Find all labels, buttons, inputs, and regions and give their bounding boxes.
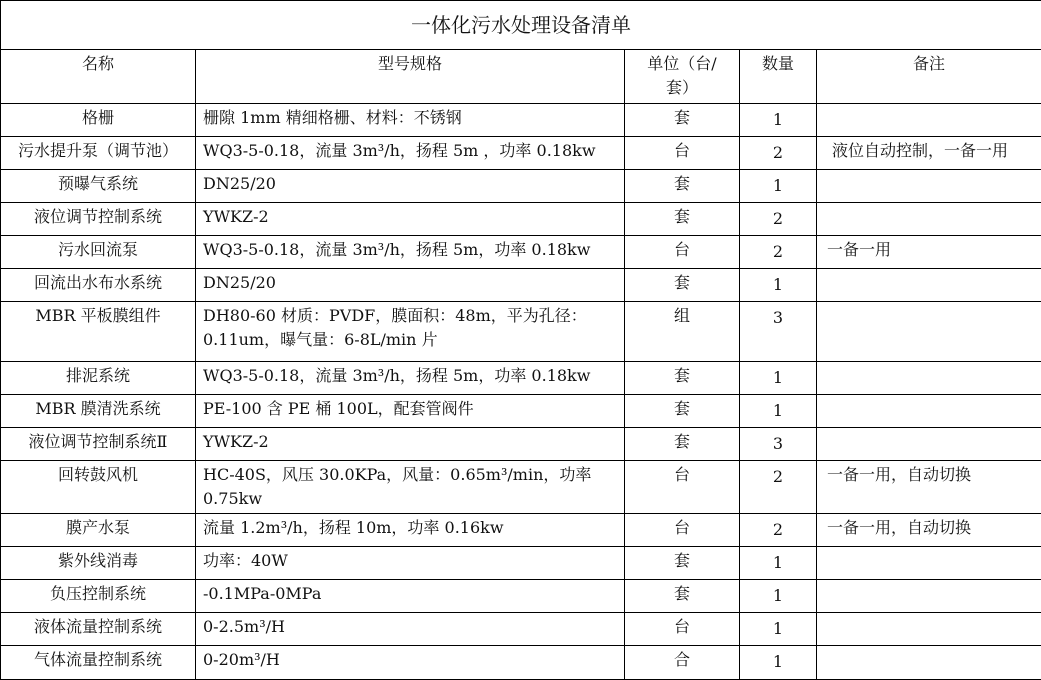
cell-unit: 台 bbox=[625, 236, 740, 269]
cell-name: 污水回流泵 bbox=[1, 236, 196, 269]
table-row bbox=[1, 461, 1041, 514]
table-row bbox=[1, 646, 1041, 680]
cell-spec: 0-2.5m³/H bbox=[196, 613, 625, 646]
cell-spec: 流量 1.2m³/h，扬程 10m，功率 0.16kw bbox=[196, 514, 625, 547]
cell-note bbox=[817, 395, 1041, 428]
cell-spec: DN25/20 bbox=[196, 269, 625, 302]
cell-qty: 2 bbox=[740, 236, 817, 269]
cell-name: 液体流量控制系统 bbox=[1, 613, 196, 646]
cell-name: 液位调节控制系统Ⅱ bbox=[1, 428, 196, 461]
cell-qty: 3 bbox=[740, 428, 817, 461]
cell-note bbox=[817, 547, 1041, 580]
cell-qty: 2 bbox=[740, 461, 817, 514]
cell-qty: 1 bbox=[740, 646, 817, 680]
table-row bbox=[1, 170, 1041, 203]
cell-note bbox=[817, 428, 1041, 461]
cell-name: 紫外线消毒 bbox=[1, 547, 196, 580]
cell-name: 气体流量控制系统 bbox=[1, 646, 196, 680]
cell-qty: 1 bbox=[740, 104, 817, 137]
cell-qty: 1 bbox=[740, 269, 817, 302]
header-unit-line2: 套） bbox=[625, 76, 739, 100]
cell-note bbox=[817, 170, 1041, 203]
header-spec: 型号规格 bbox=[196, 50, 625, 104]
table-row bbox=[1, 104, 1041, 137]
cell-name: 格栅 bbox=[1, 104, 196, 137]
table-row bbox=[1, 302, 1041, 362]
table-row bbox=[1, 514, 1041, 547]
cell-spec: 栅隙 1mm 精细格栅、材料：不锈钢 bbox=[196, 104, 625, 137]
cell-spec: YWKZ-2 bbox=[196, 203, 625, 236]
cell-unit: 套 bbox=[625, 580, 740, 613]
cell-qty: 2 bbox=[740, 137, 817, 170]
header-unit-line1: 单位（台/ bbox=[625, 52, 739, 76]
cell-unit: 台 bbox=[625, 514, 740, 547]
cell-qty: 1 bbox=[740, 580, 817, 613]
cell-note bbox=[817, 362, 1041, 395]
table-row bbox=[1, 269, 1041, 302]
cell-name: 回转鼓风机 bbox=[1, 461, 196, 514]
cell-spec: 功率：40W bbox=[196, 547, 625, 580]
table-row bbox=[1, 137, 1041, 170]
cell-note bbox=[817, 580, 1041, 613]
cell-qty: 1 bbox=[740, 395, 817, 428]
cell-unit: 套 bbox=[625, 104, 740, 137]
cell-note bbox=[817, 203, 1041, 236]
cell-note: 一备一用，自动切换 bbox=[817, 461, 1041, 514]
cell-spec: HC-40S，风压 30.0KPa，风量：0.65m³/min，功率 0.75kw bbox=[196, 461, 625, 514]
cell-name: 排泥系统 bbox=[1, 362, 196, 395]
table-row bbox=[1, 395, 1041, 428]
cell-spec: PE-100 含 PE 桶 100L，配套管阀件 bbox=[196, 395, 625, 428]
header-qty: 数量 bbox=[740, 50, 817, 104]
cell-qty: 1 bbox=[740, 613, 817, 646]
cell-unit: 套 bbox=[625, 547, 740, 580]
table-title: 一体化污水处理设备清单 bbox=[1, 1, 1041, 50]
cell-name: MBR 平板膜组件 bbox=[1, 302, 196, 362]
cell-unit: 合 bbox=[625, 646, 740, 680]
cell-unit: 台 bbox=[625, 613, 740, 646]
cell-spec: DH80-60 材质：PVDF，膜面积：48m，平为孔径：0.11um，曝气量：6-8L/min 片 bbox=[196, 302, 625, 362]
cell-qty: 1 bbox=[740, 362, 817, 395]
cell-spec: WQ3-5-0.18，流量 3m³/h，扬程 5m，功率 0.18kw bbox=[196, 236, 625, 269]
cell-unit: 套 bbox=[625, 170, 740, 203]
title-row bbox=[1, 1, 1041, 50]
cell-spec: WQ3-5-0.18，流量 3m³/h，扬程 5m ，功率 0.18kw bbox=[196, 137, 625, 170]
cell-spec: -0.1MPa-0MPa bbox=[196, 580, 625, 613]
cell-note bbox=[817, 302, 1041, 362]
cell-unit: 套 bbox=[625, 395, 740, 428]
table-row bbox=[1, 203, 1041, 236]
header-row bbox=[1, 50, 1041, 104]
header-note: 备注 bbox=[817, 50, 1041, 104]
header-name: 名称 bbox=[1, 50, 196, 104]
table-row bbox=[1, 547, 1041, 580]
cell-spec: WQ3-5-0.18，流量 3m³/h，扬程 5m，功率 0.18kw bbox=[196, 362, 625, 395]
cell-spec: 0-20m³/H bbox=[196, 646, 625, 680]
table-row bbox=[1, 362, 1041, 395]
table-row bbox=[1, 580, 1041, 613]
cell-unit: 组 bbox=[625, 302, 740, 362]
cell-spec: DN25/20 bbox=[196, 170, 625, 203]
cell-qty: 3 bbox=[740, 302, 817, 362]
cell-qty: 2 bbox=[740, 514, 817, 547]
cell-name: 液位调节控制系统 bbox=[1, 203, 196, 236]
cell-note bbox=[817, 269, 1041, 302]
table-row bbox=[1, 613, 1041, 646]
cell-unit: 套 bbox=[625, 203, 740, 236]
cell-note: 液位自动控制，一备一用 bbox=[817, 137, 1041, 170]
cell-note bbox=[817, 646, 1041, 680]
cell-note bbox=[817, 104, 1041, 137]
cell-unit: 套 bbox=[625, 269, 740, 302]
cell-unit: 台 bbox=[625, 461, 740, 514]
cell-spec: YWKZ-2 bbox=[196, 428, 625, 461]
cell-name: 回流出水布水系统 bbox=[1, 269, 196, 302]
cell-unit: 套 bbox=[625, 362, 740, 395]
cell-note: 一备一用 bbox=[817, 236, 1041, 269]
cell-unit: 套 bbox=[625, 428, 740, 461]
cell-name: 预曝气系统 bbox=[1, 170, 196, 203]
cell-name: MBR 膜清洗系统 bbox=[1, 395, 196, 428]
cell-qty: 1 bbox=[740, 170, 817, 203]
cell-note: 一备一用，自动切换 bbox=[817, 514, 1041, 547]
cell-name: 负压控制系统 bbox=[1, 580, 196, 613]
table-row bbox=[1, 236, 1041, 269]
cell-name: 膜产水泵 bbox=[1, 514, 196, 547]
cell-qty: 1 bbox=[740, 547, 817, 580]
cell-name: 污水提升泵（调节池） bbox=[1, 137, 196, 170]
header-unit bbox=[625, 50, 740, 104]
cell-unit: 台 bbox=[625, 137, 740, 170]
table-row bbox=[1, 428, 1041, 461]
cell-note bbox=[817, 613, 1041, 646]
cell-qty: 2 bbox=[740, 203, 817, 236]
